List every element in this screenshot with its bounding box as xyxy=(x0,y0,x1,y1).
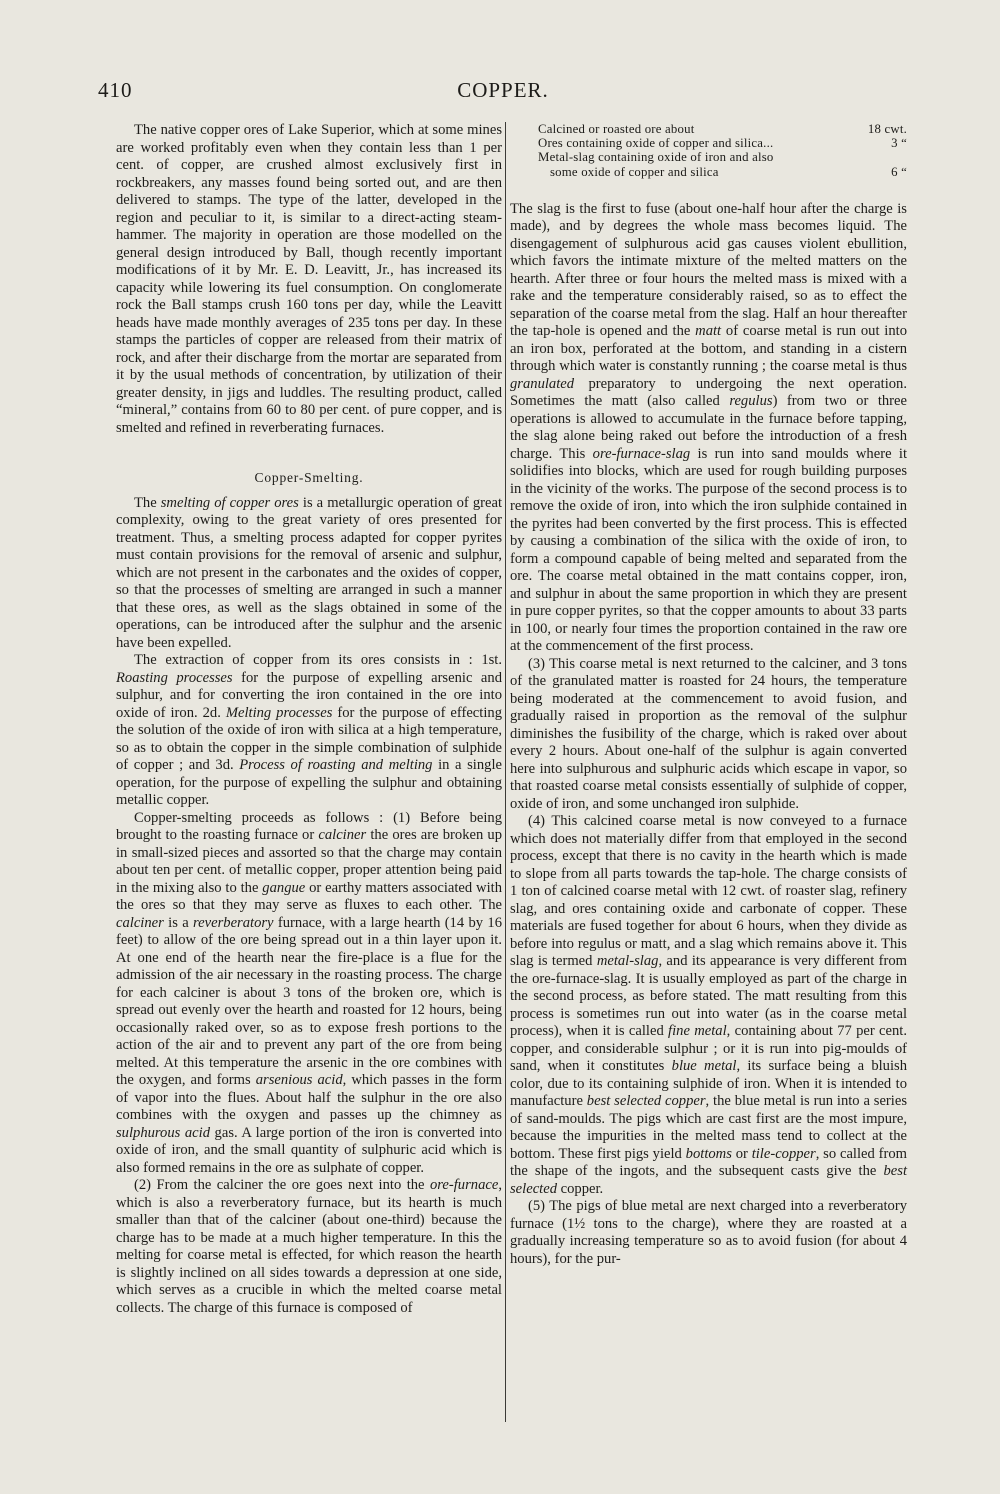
paragraph-step-4: (4) This calcined coarse metal is now conveyed to a furnace which does not materially differ from that employed in the second process, except that there is no cavity in the hearth which is made to slope from all parts towards the tap-hole. The charge consists of 1 ton of calcined coarse metal with 12 cwt. of roaster slag, refinery slag, and ores containing oxide and carbonate of copper. These materials are fused together for about 6 hours, when they divide as before into regulus or matt, and a slag which remains above it. This slag is termed metal-slag, and its appearance is very different from the ore-furnace-slag. It is usually employed as part of the charge in the second process, as before stated. The matt resulting from this process is sometimes run out into water (as in the coarse metal process), when it is called fine metal, containing about 77 per cent. copper, and considerable sulphur ; or it is run into pig-moulds of sand, when it constitutes blue metal, its surface being a bluish color, due to its containing sulphide of iron. When it is intended to manufacture best selected copper, the blue metal is run into a series of sand-moulds. The pigs which are cast first are the most impure, because the impurities in the melted mass tend to collect at the bottom. These first pigs yield bottoms or tile-copper, so called from the shape of the ingots, and the subsequent casts give the best selected copper. xyxy=(510,813,908,1197)
page-number: 410 xyxy=(98,78,133,102)
left-column xyxy=(116,122,502,1317)
paragraph-step-3: (3) This coarse metal is next returned to the calciner, and 3 tons of the granulated matter is roasted for 24 hours, the temperature being moderated at the commencement to avoid fusion, and gradually raised in proportion as the removal of the sulphur diminishes the fusibility of the charge, which is raked over about every 2 hours. About one-half of the sulphur is again converted here into sulphurous and sulphuric acids which escape in vapor, so that roasted coarse metal consists essentially of sulphide of copper, oxide of iron, and some unchanged iron sulphide. xyxy=(510,655,907,812)
charge-composition-table xyxy=(538,122,907,179)
charge-row: Metal-slag containing oxide of iron and also xyxy=(538,150,774,165)
paragraph-step-5: (5) The pigs of blue metal are next charged into a reverberatory furnace (1½ tons to the charge), where they are roasted at a gradually increasing temperature so as to avoid fusion (for about 4 hours), for the pur- xyxy=(510,1198,907,1267)
paragraph-slag-fusion: The slag is the first to fuse (about one-half hour after the charge is made), and by degrees the whole mass becomes liquid. The disengagement of sulphurous acid gas causes violent ebullition, which favors the intimate mixture of the melted matters on the hearth. After three or four hours the melted mass is mixed with a rake and the temperature considerably raised, so as to effect the separation of the coarse metal from the slag. Half an hour thereafter the tap-hole is opened and the matt of coarse metal is run out into an iron box, perforated at the bottom, and standing in a cistern through which water is constantly running ; the coarse metal is thus granulated preparatory to undergoing the next operation. Sometimes the matt (also called regulus) from two or three operations is allowed to accumulate in the furnace before tapping, the slag alone being raked out before the introduction of a fresh charge. This ore-furnace-slag is run into sand moulds where it solidifies into blocks, which are used for rough building purposes in the vicinity of the works. The purpose of the second process is to remove the oxide of iron, into which the iron sulphide contained in the pyrites had been converted by the first process. This is effected by causing a combination of the silica with the oxide of iron, to form a compound capable of being melted and separated from the ore. The coarse metal obtained in the matt contains copper, iron, and sulphur in about the same proportion in which they are present in pure copper pyrites, so that the copper amounts to about 33 parts in 100, or nearly four times the proportion contained in the raw ore at the commencement of the first process. xyxy=(510,200,908,655)
section-heading-copper-smelting: Copper-Smelting. xyxy=(254,470,364,485)
running-title: COPPER. xyxy=(457,78,549,102)
paragraph-native-ores: The native copper ores of Lake Superior, which at some mines are worked profitably even when they contain less than 1 per cent. of copper, are crushed almost exclusively first in rockbreakers, any masses found being sorted out, and are then delivered to stamps. The type of the latter, developed in the region and peculiar to it, is similar to a direct-acting steam-hammer. The majority in operation are those modelled on the general design introduced by Ball, though recently important modifications of it by Mr. E. D. Leavitt, Jr., has increased its capacity while lowering its fuel consumption. On conglomerate rock the Ball stamps crush 160 tons per day, while the Leavitt heads have made monthly averages of 235 tons per day. In these stamps the particles of copper are released from their matrix of rock, and after their discharge from the mortar are separated from it by the usual methods of concentration, by utilization of their greater density, in jigs and luddles. The resulting product, called “mineral,” contains from 60 to 80 per cent. of pure copper, and is smelted and refined in reverberating furnaces. xyxy=(116,122,502,436)
charge-row: Ores containing oxide of copper and silica... 3 “ xyxy=(538,136,907,151)
column-divider xyxy=(505,122,506,1422)
right-column xyxy=(510,122,907,1268)
paragraph-smelting-intro: The smelting of copper ores is a metallurgic operation of great complexity, owing to the great variety of ores presented for treatment. Thus, a smelting process adapted for copper pyrites must contain provisions for the removal of arsenic and sulphur, which are not present in the carbonates and the oxides of copper, so that the processes of smelting are arranged in such a manner that these ores, as well as the slags obtained in some of the operations, can be introduced after the sulphur and the arsenic have been expelled. xyxy=(116,494,502,651)
paragraph-step-2: (2) From the calciner the ore goes next into the ore-furnace, which is also a reverberatory furnace, but its hearth is much smaller than that of the calciner (about one-third) because the charge has to be made at a much higher temperature. In this the melting for coarse metal is effected, for which reason the hearth is slightly inclined on all sides towards a depression at one side, which serves as a crucible in which the melted coarse metal collects. The charge of this furnace is composed of xyxy=(116,1177,502,1316)
page-header xyxy=(98,78,908,114)
charge-row: some oxide of copper and silica 6 “ xyxy=(550,164,907,179)
charge-row: Calcined or roasted ore about 18 cwt. xyxy=(538,122,907,136)
paragraph-extraction: The extraction of copper from its ores consists in : 1st. Roasting processes for the purpose of expelling arsenic and sulphur, and for converting the iron contained in the ore into oxide of iron. 2d. Melting processes for the purpose of effecting the solution of the oxide of iron with silica at a high temperature, so as to obtain the copper in the simple combination of sulphide of copper ; and 3d. Process of roasting and melting in a single operation, for the purpose of expelling the sulphur and obtaining metallic copper. xyxy=(116,652,502,808)
paragraph-step-1: Copper-smelting proceeds as follows : (1) Before being brought to the roasting furnace or calciner the ores are broken up in small-sized pieces and assorted so that the charge may contain about ten per cent. of metallic copper, proper attention being paid in the mixing also to the gangue or earthy matters associated with the ores so that they may serve as fluxes to each other. The calciner is a reverberatory furnace, with a large hearth (14 by 16 feet) to allow of the ore being spread out in a thin layer upon it. At one end of the hearth near the fire-place is a flue for the admission of the air necessary in the roasting process. The charge for each calciner is about 3 tons of the broken ore, which is spread out evenly over the hearth and roasted for 12 hours, being occasionally raked over, so as to expose fresh portions to the action of the air and to prevent any part of the ore from being melted. At this temperature the arsenic in the ore combines with the oxygen, and forms arsenious acid, which passes in the form of vapor into the flues. About half the sulphur in the ore also combines with the oxygen and passes up the chimney as sulphurous acid gas. A large portion of the iron is converted into oxide of iron, and the small quantity of sulphuric acid which is also formed remains in the ore as sulphate of copper. xyxy=(116,809,503,1176)
